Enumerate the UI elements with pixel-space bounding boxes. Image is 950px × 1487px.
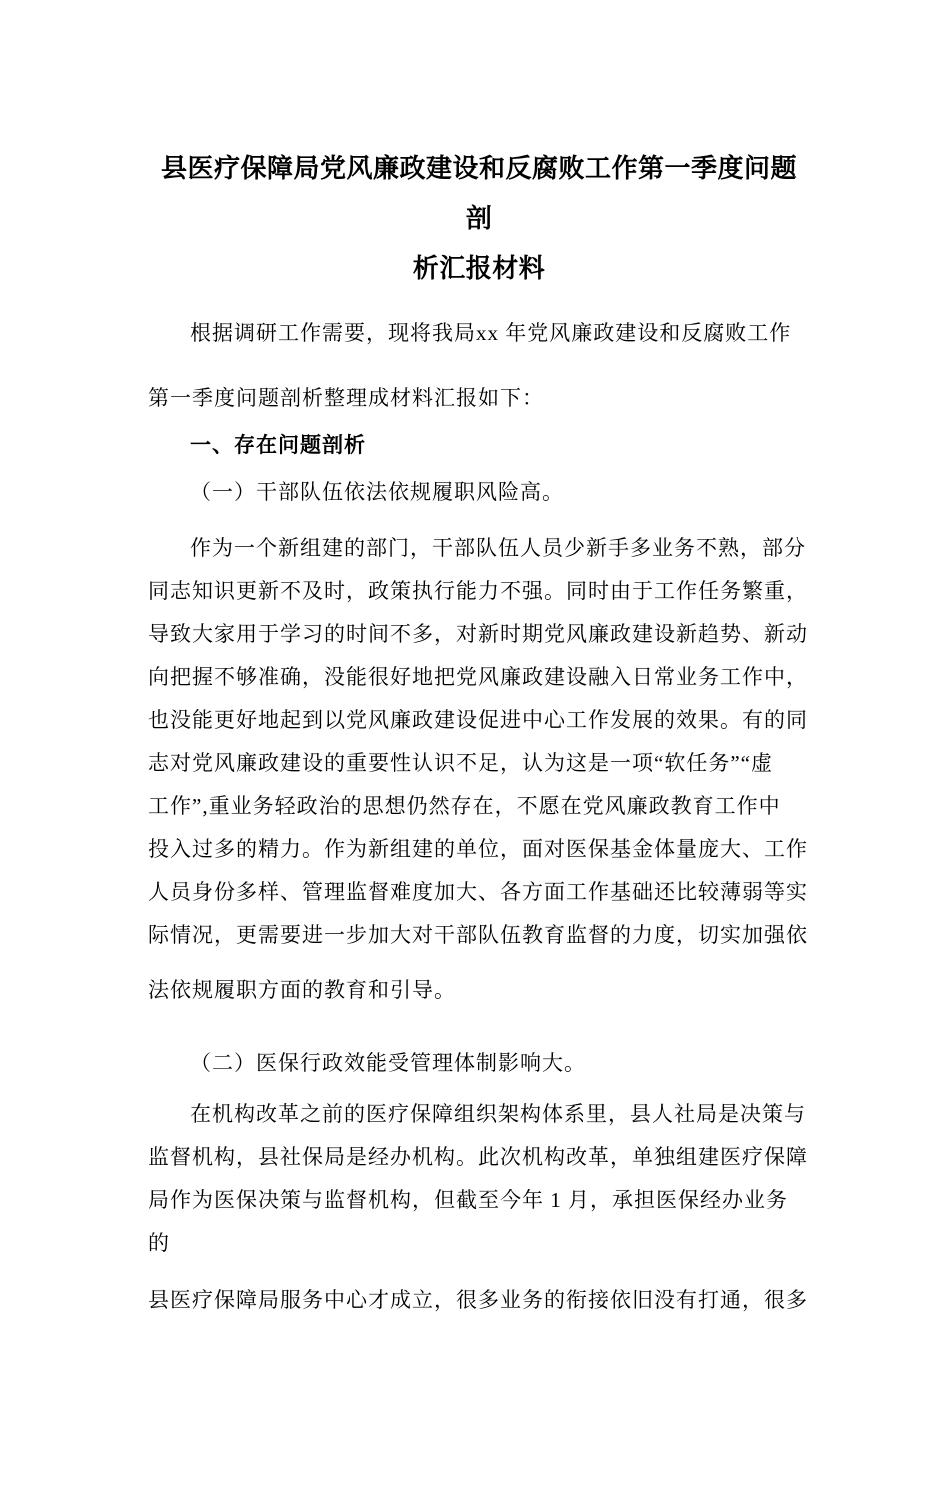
document-title-line-1: 县医疗保障局党风廉政建设和反腐败工作第一季度问题剖 — [160, 153, 797, 233]
body-paragraph-2-line-2: 监督机构，县社保局是经办机构。此次机构改革，单独组建医疗保障 — [148, 1145, 808, 1169]
body-paragraph-1-line-4: 向把握不够准确，没能很好地把党风廉政建设融入日常业务工作中， — [148, 665, 808, 689]
body-paragraph-1-line-10: 际情况，更需要进一步加大对干部队伍教育监督的力度，切实加强依 — [148, 923, 808, 947]
document-title — [148, 143, 810, 293]
intro-paragraph-line-1: 根据调研工作需要，现将我局xx 年党风廉政建设和反腐败工作 — [190, 321, 792, 345]
body-paragraph-1-line-11: 法依规履职方面的教育和引导。 — [148, 978, 456, 1002]
document-page — [0, 143, 950, 1322]
body-paragraph-3-line-1: 县医疗保障局服务中心才成立，很多业务的衔接依旧没有打通，很多 — [148, 1288, 808, 1312]
subsection-heading-2: （二）医保行政效能受管理体制影响大。 — [190, 1051, 586, 1075]
body-paragraph-2-line-1: 在机构改革之前的医疗保障组织架构体系里，县人社局是决策与 — [190, 1102, 806, 1126]
body-paragraph-1-line-6: 志对党风廉政建设的重要性认识不足，认为这是一项“软任务”“虚 — [148, 751, 773, 775]
body-paragraph-1-line-7: 工作”,重业务轻政治的思想仍然存在，不愿在党风廉政教育工作中 — [148, 794, 781, 818]
section-heading-1: 一、存在问题剖析 — [190, 433, 366, 457]
subsection-heading-1: （一）干部队伍依法依规履职风险高。 — [190, 480, 564, 504]
body-paragraph-1-line-5: 也没能更好地起到以党风廉政建设促进中心工作发展的效果。有的同 — [148, 708, 808, 732]
body-paragraph-1-line-9: 人员身份多样、管理监督难度加大、各方面工作基础还比较薄弱等实 — [148, 880, 808, 904]
body-paragraph-2-line-4: 的 — [148, 1231, 170, 1255]
body-paragraph-1-line-1: 作为一个新组建的部门，干部队伍人员少新手多业务不熟，部分 — [190, 536, 806, 560]
body-paragraph-1-line-3: 导致大家用于学习的时间不多，对新时期党风廉政建设新趋势、新动 — [148, 622, 808, 646]
body-paragraph-1-line-2: 同志知识更新不及时，政策执行能力不强。同时由于工作任务繁重， — [148, 579, 808, 603]
document-title-line-2: 析汇报材料 — [412, 253, 546, 283]
intro-paragraph-line-2: 第一季度问题剖析整理成材料汇报如下： — [148, 386, 544, 410]
body-paragraph-1-line-8: 投入过多的精力。作为新组建的单位，面对医保基金体量庞大、工作 — [148, 837, 808, 861]
body-paragraph-2-line-3: 局作为医保决策与监督机构，但截至今年 1 月，承担医保经办业务 — [148, 1188, 788, 1212]
